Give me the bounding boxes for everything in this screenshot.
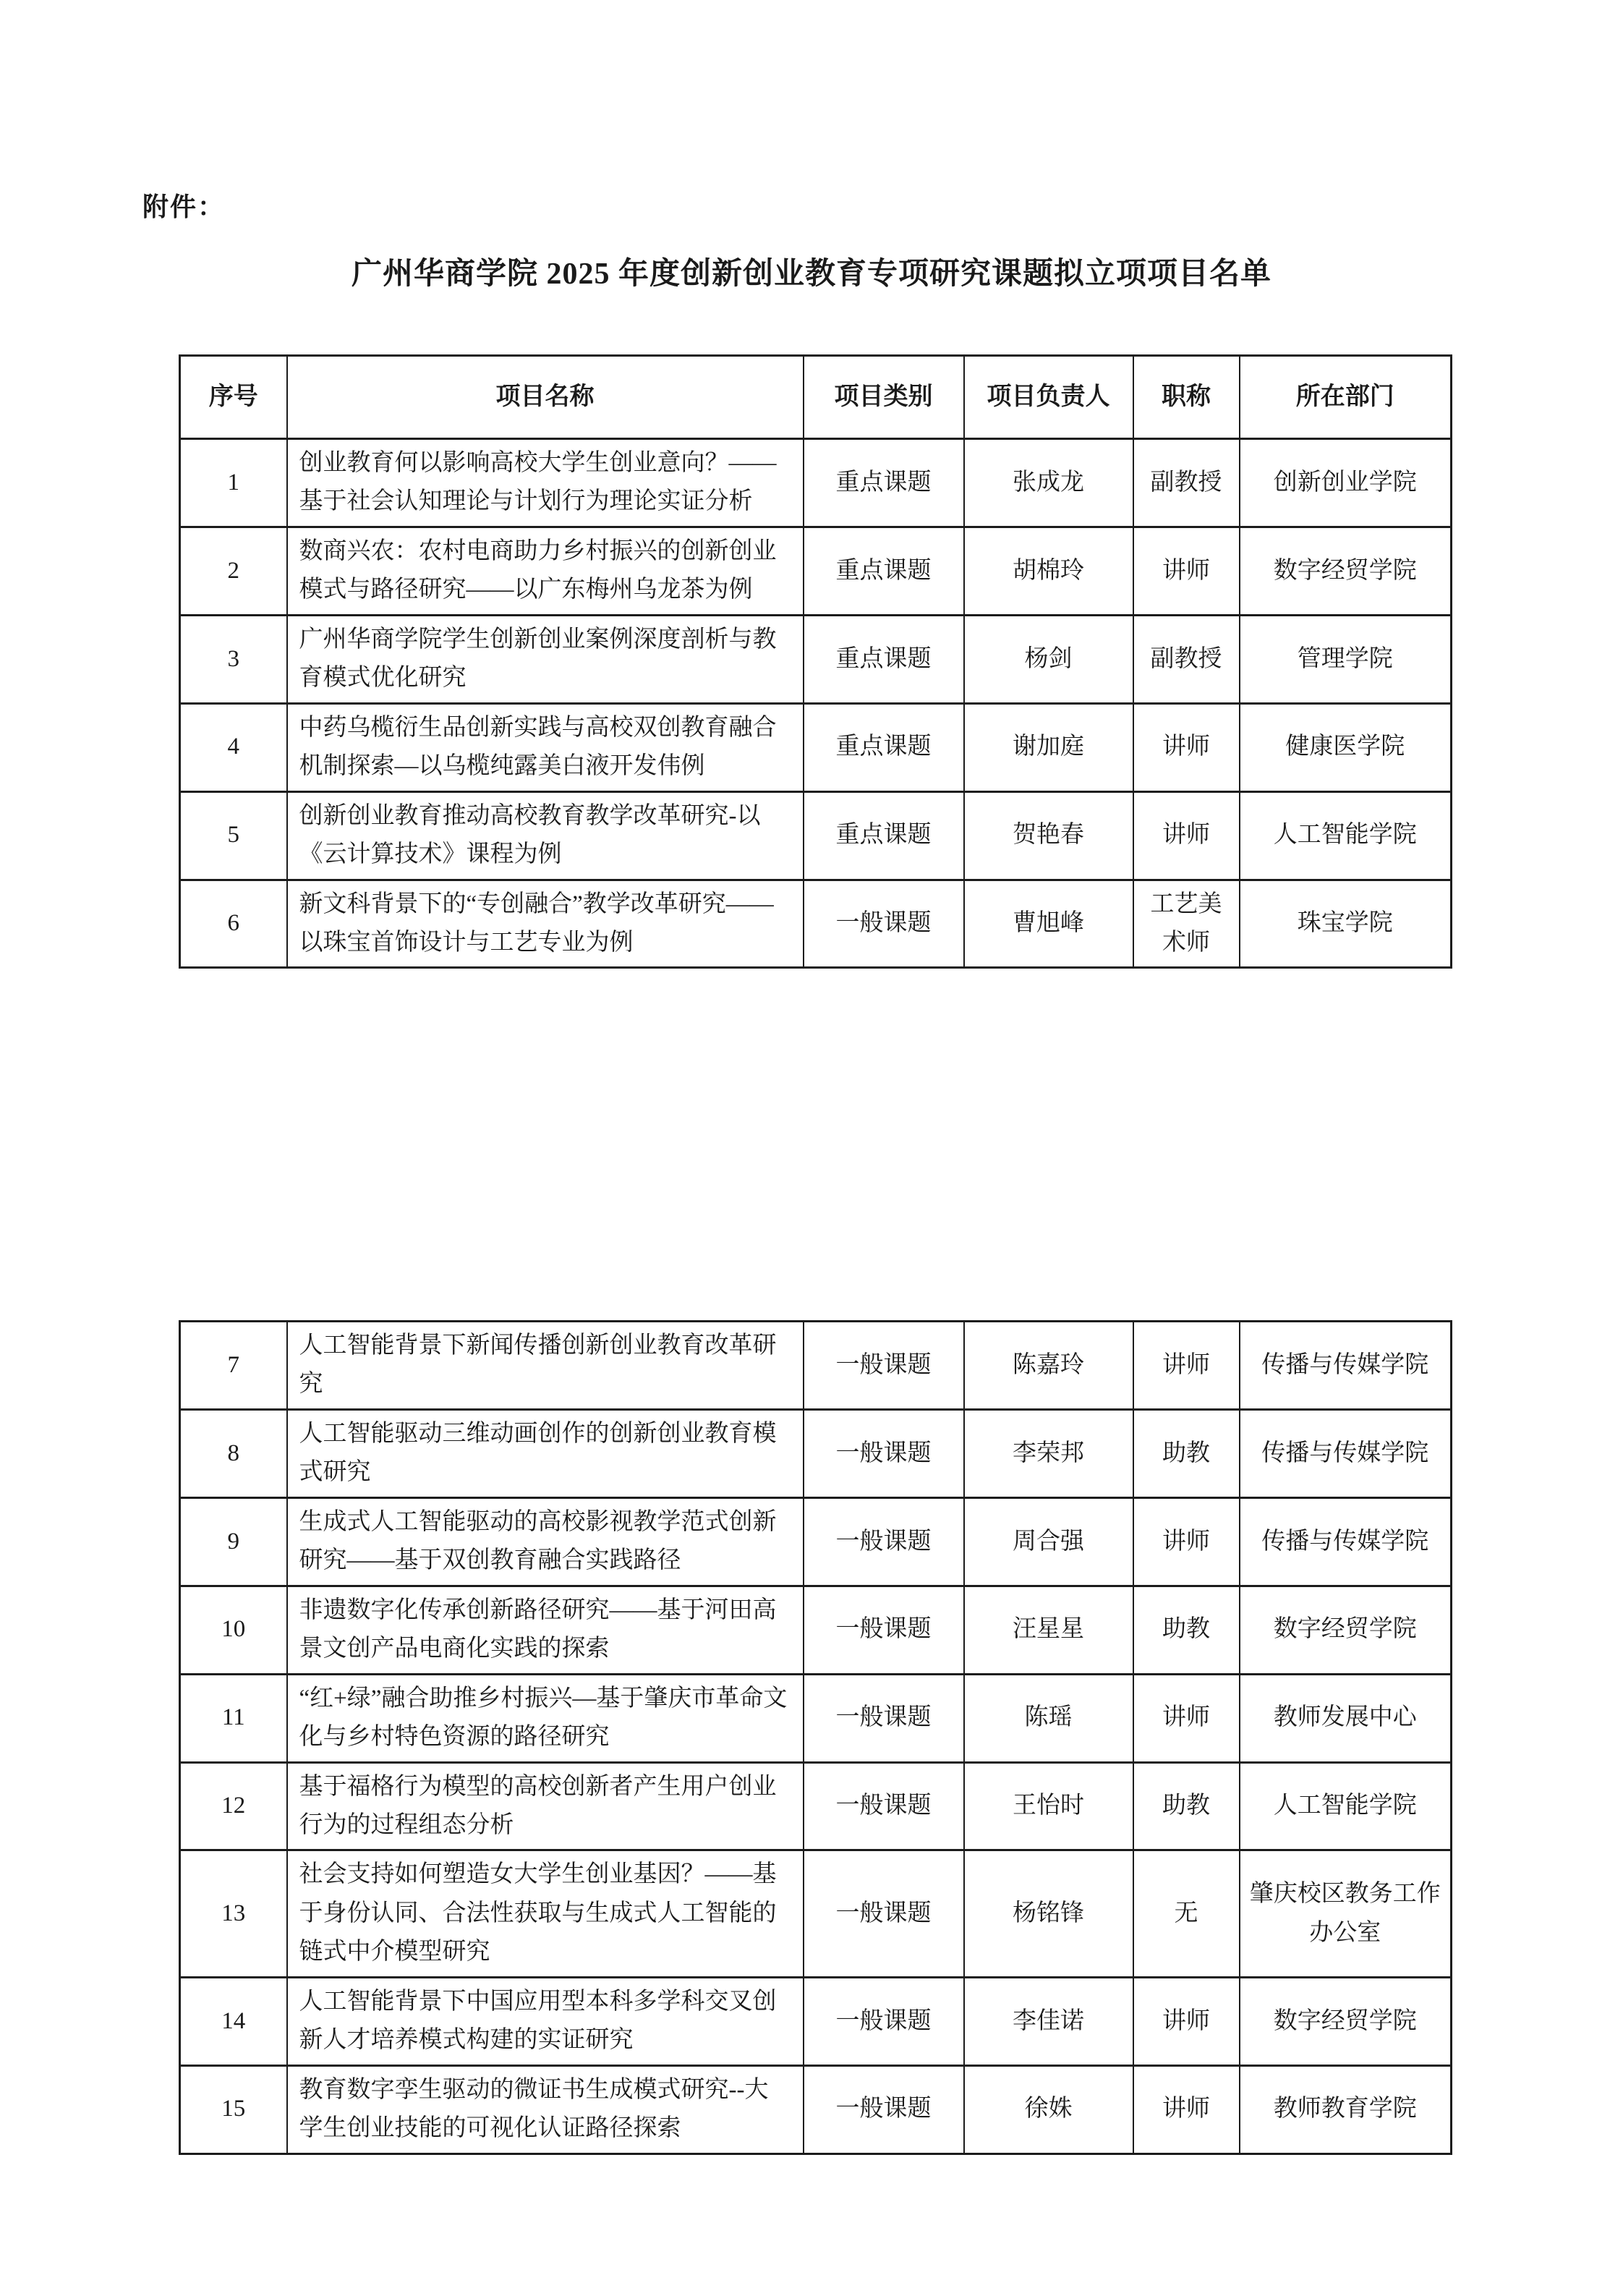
row-cell-job-title: 讲师: [1133, 1322, 1240, 1410]
table-row: [180, 703, 1452, 791]
row-cell-name: 人工智能驱动三维动画创作的创新创业教育模式研究: [287, 1409, 804, 1497]
row-cell-department: 健康医学院: [1240, 703, 1452, 791]
row-cell-leader: 贺艳春: [964, 791, 1133, 880]
row-cell-category: 重点课题: [804, 439, 964, 527]
table-row: [180, 1762, 1452, 1850]
row-cell-leader: 李荣邦: [964, 1409, 1133, 1497]
row-cell-department: 数字经贸学院: [1240, 527, 1452, 615]
row-cell-department: 珠宝学院: [1240, 880, 1452, 968]
row-cell-leader: 张成龙: [964, 439, 1133, 527]
table-row: [180, 1409, 1452, 1497]
row-cell-no: 8: [180, 1409, 287, 1497]
row-cell-leader: 陈瑶: [964, 1674, 1133, 1762]
table-row: [180, 1497, 1452, 1586]
row-cell-department: 管理学院: [1240, 615, 1452, 703]
table-row: [180, 1850, 1452, 1977]
row-cell-name: 数商兴农：农村电商助力乡村振兴的创新创业模式与路径研究——以广东梅州乌龙茶为例: [287, 527, 804, 615]
row-cell-category: 一般课题: [804, 1674, 964, 1762]
row-cell-no: 15: [180, 2065, 287, 2153]
table-row: [180, 439, 1452, 527]
row-cell-name: 社会支持如何塑造女大学生创业基因？——基于身份认同、合法性获取与生成式人工智能的链式中介模型研究: [287, 1850, 804, 1977]
row-cell-category: 重点课题: [804, 703, 964, 791]
table-row: [180, 527, 1452, 615]
table-row: [180, 1586, 1452, 1674]
row-cell-job-title: 讲师: [1133, 703, 1240, 791]
header-cell-leader: 项目负责人: [964, 356, 1133, 439]
row-cell-job-title: 讲师: [1133, 1674, 1240, 1762]
row-cell-department: 教师教育学院: [1240, 2065, 1452, 2153]
row-cell-category: 一般课题: [804, 2065, 964, 2153]
row-cell-job-title: 讲师: [1133, 1497, 1240, 1586]
row-cell-no: 9: [180, 1497, 287, 1586]
row-cell-department: 传播与传媒学院: [1240, 1322, 1452, 1410]
row-cell-category: 一般课题: [804, 1762, 964, 1850]
row-cell-name: 生成式人工智能驱动的高校影视教学范式创新研究——基于双创教育融合实践路径: [287, 1497, 804, 1586]
table-row: [180, 1322, 1452, 1410]
row-cell-name: 基于福格行为模型的高校创新者产生用户创业行为的过程组态分析: [287, 1762, 804, 1850]
row-cell-no: 14: [180, 1977, 287, 2065]
table-row: [180, 615, 1452, 703]
row-cell-job-title: 工艺美术师: [1133, 880, 1240, 968]
row-cell-category: 重点课题: [804, 527, 964, 615]
row-cell-department: 创新创业学院: [1240, 439, 1452, 527]
row-cell-job-title: 讲师: [1133, 2065, 1240, 2153]
row-cell-name: 广州华商学院学生创新创业案例深度剖析与教育模式优化研究: [287, 615, 804, 703]
row-cell-leader: 杨铭锋: [964, 1850, 1133, 1977]
row-cell-job-title: 副教授: [1133, 615, 1240, 703]
row-cell-department: 数字经贸学院: [1240, 1977, 1452, 2065]
table-row: [180, 1977, 1452, 2065]
row-cell-name: 创业教育何以影响高校大学生创业意向？——基于社会认知理论与计划行为理论实证分析: [287, 439, 804, 527]
row-cell-leader: 陈嘉玲: [964, 1322, 1133, 1410]
header-cell-name: 项目名称: [287, 356, 804, 439]
row-cell-no: 3: [180, 615, 287, 703]
row-cell-name: 创新创业教育推动高校教育教学改革研究-以《云计算技术》课程为例: [287, 791, 804, 880]
row-cell-no: 1: [180, 439, 287, 527]
row-cell-no: 6: [180, 880, 287, 968]
document-title: 广州华商学院 2025 年度创新创业教育专项研究课题拟立项项目名单: [351, 258, 1271, 291]
row-cell-leader: 周合强: [964, 1497, 1133, 1586]
row-cell-department: 数字经贸学院: [1240, 1586, 1452, 1674]
row-cell-category: 一般课题: [804, 1850, 964, 1977]
row-cell-department: 教师发展中心: [1240, 1674, 1452, 1762]
row-cell-leader: 胡棉玲: [964, 527, 1133, 615]
projects-table-page-1: [179, 354, 1452, 969]
header-cell-department: 所在部门: [1240, 356, 1452, 439]
row-cell-department: 人工智能学院: [1240, 1762, 1452, 1850]
row-cell-job-title: 讲师: [1133, 1977, 1240, 2065]
row-cell-leader: 杨剑: [964, 615, 1133, 703]
row-cell-no: 2: [180, 527, 287, 615]
row-cell-category: 一般课题: [804, 1977, 964, 2065]
row-cell-name: 中药乌榄衍生品创新实践与高校双创教育融合机制探索—以乌榄纯露美白液开发伟例: [287, 703, 804, 791]
row-cell-leader: 谢加庭: [964, 703, 1133, 791]
row-cell-no: 7: [180, 1322, 287, 1410]
row-cell-no: 4: [180, 703, 287, 791]
row-cell-job-title: 无: [1133, 1850, 1240, 1977]
row-cell-category: 一般课题: [804, 1322, 964, 1410]
row-cell-leader: 汪星星: [964, 1586, 1133, 1674]
row-cell-job-title: 助教: [1133, 1409, 1240, 1497]
row-cell-category: 一般课题: [804, 880, 964, 968]
table-row: [180, 791, 1452, 880]
row-cell-job-title: 讲师: [1133, 527, 1240, 615]
row-cell-department: 人工智能学院: [1240, 791, 1452, 880]
row-cell-no: 12: [180, 1762, 287, 1850]
row-cell-job-title: 副教授: [1133, 439, 1240, 527]
row-cell-name: 新文科背景下的“专创融合”教学改革研究——以珠宝首饰设计与工艺专业为例: [287, 880, 804, 968]
row-cell-category: 一般课题: [804, 1586, 964, 1674]
row-cell-name: 人工智能背景下新闻传播创新创业教育改革研究: [287, 1322, 804, 1410]
row-cell-name: 非遗数字化传承创新路径研究——基于河田高景文创产品电商化实践的探索: [287, 1586, 804, 1674]
row-cell-leader: 李佳诺: [964, 1977, 1133, 2065]
row-cell-department: 肇庆校区教务工作办公室: [1240, 1850, 1452, 1977]
attachment-label: 附件：: [142, 192, 226, 221]
header-cell-no: 序号: [180, 356, 287, 439]
table-row: [180, 1674, 1452, 1762]
table-row: [180, 2065, 1452, 2153]
row-cell-job-title: 助教: [1133, 1586, 1240, 1674]
row-cell-category: 重点课题: [804, 791, 964, 880]
projects-table-page-2: [179, 1320, 1452, 2155]
row-cell-leader: 王怡时: [964, 1762, 1133, 1850]
header-cell-category: 项目类别: [804, 356, 964, 439]
row-cell-no: 13: [180, 1850, 287, 1977]
table-row: [180, 880, 1452, 968]
row-cell-department: 传播与传媒学院: [1240, 1497, 1452, 1586]
row-cell-department: 传播与传媒学院: [1240, 1409, 1452, 1497]
row-cell-category: 一般课题: [804, 1409, 964, 1497]
row-cell-category: 重点课题: [804, 615, 964, 703]
row-cell-name: 人工智能背景下中国应用型本科多学科交叉创新人才培养模式构建的实证研究: [287, 1977, 804, 2065]
table-header-row: [180, 356, 1452, 439]
row-cell-category: 一般课题: [804, 1497, 964, 1586]
header-cell-job-title: 职称: [1133, 356, 1240, 439]
row-cell-name: “红+绿”融合助推乡村振兴—基于肇庆市革命文化与乡村特色资源的路径研究: [287, 1674, 804, 1762]
row-cell-no: 10: [180, 1586, 287, 1674]
row-cell-no: 11: [180, 1674, 287, 1762]
row-cell-leader: 曹旭峰: [964, 880, 1133, 968]
row-cell-leader: 徐姝: [964, 2065, 1133, 2153]
row-cell-job-title: 讲师: [1133, 791, 1240, 880]
row-cell-job-title: 助教: [1133, 1762, 1240, 1850]
row-cell-name: 教育数字孪生驱动的微证书生成模式研究--大学生创业技能的可视化认证路径探索: [287, 2065, 804, 2153]
row-cell-no: 5: [180, 791, 287, 880]
